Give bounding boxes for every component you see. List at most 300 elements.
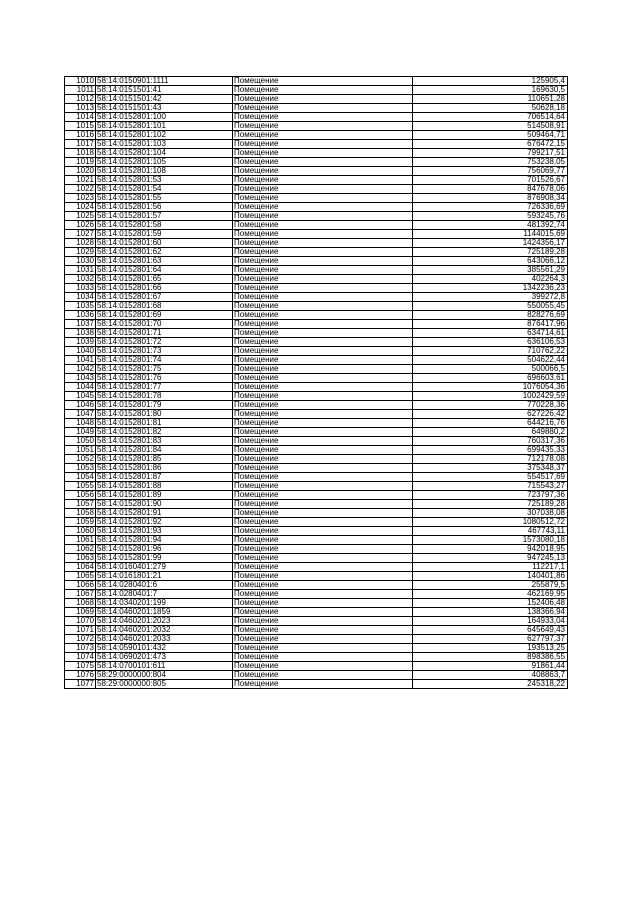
row-number-cell: 1070 <box>65 617 96 626</box>
value-cell: 399272,8 <box>413 293 568 302</box>
value-cell: 152406,48 <box>413 599 568 608</box>
cadastral-number-cell: 58:14:0152801:96 <box>96 545 233 554</box>
table-row <box>65 86 568 95</box>
value-cell: 898386,55 <box>413 653 568 662</box>
row-number-cell: 1033 <box>65 284 96 293</box>
cadastral-number-cell: 58:14:0152801:89 <box>96 491 233 500</box>
cadastral-number-cell: 58:14:0152801:100 <box>96 113 233 122</box>
table-row <box>65 95 568 104</box>
cadastral-number-cell: 58:14:0152801:67 <box>96 293 233 302</box>
cadastral-number-cell: 58:14:0152801:87 <box>96 473 233 482</box>
table-row <box>65 311 568 320</box>
object-type-cell: Помещение <box>233 419 413 428</box>
cadastral-number-cell: 58:14:0152801:86 <box>96 464 233 473</box>
object-type-cell: Помещение <box>233 266 413 275</box>
value-cell: 701526,67 <box>413 176 568 185</box>
table-row <box>65 221 568 230</box>
object-type-cell: Помещение <box>233 509 413 518</box>
cadastral-number-cell: 58:14:0152801:70 <box>96 320 233 329</box>
object-type-cell: Помещение <box>233 338 413 347</box>
cadastral-number-cell: 58:14:0460201:2023 <box>96 617 233 626</box>
row-number-cell: 1059 <box>65 518 96 527</box>
row-number-cell: 1065 <box>65 572 96 581</box>
table-row <box>65 500 568 509</box>
table-row <box>65 266 568 275</box>
value-cell: 947245,13 <box>413 554 568 563</box>
table-row <box>65 455 568 464</box>
value-cell: 847678,06 <box>413 185 568 194</box>
value-cell: 770228,36 <box>413 401 568 410</box>
object-type-cell: Помещение <box>233 311 413 320</box>
cadastral-number-cell: 58:14:0152801:53 <box>96 176 233 185</box>
cadastral-number-cell: 58:14:0152801:78 <box>96 392 233 401</box>
table-row <box>65 563 568 572</box>
object-type-cell: Помещение <box>233 176 413 185</box>
row-number-cell: 1071 <box>65 626 96 635</box>
object-type-cell: Помещение <box>233 239 413 248</box>
cadastral-number-cell: 58:14:0152801:88 <box>96 482 233 491</box>
object-type-cell: Помещение <box>233 374 413 383</box>
value-cell: 402264,3 <box>413 275 568 284</box>
cadastral-number-cell: 58:14:0152801:101 <box>96 122 233 131</box>
table-row <box>65 626 568 635</box>
row-number-cell: 1047 <box>65 410 96 419</box>
value-cell: 110651,28 <box>413 95 568 104</box>
object-type-cell: Помещение <box>233 167 413 176</box>
cadastral-number-cell: 58:14:0151501:42 <box>96 95 233 104</box>
cadastral-number-cell: 58:14:0152801:63 <box>96 257 233 266</box>
object-type-cell: Помещение <box>233 581 413 590</box>
table-row <box>65 122 568 131</box>
table-row <box>65 212 568 221</box>
row-number-cell: 1061 <box>65 536 96 545</box>
row-number-cell: 1027 <box>65 230 96 239</box>
table-row <box>65 392 568 401</box>
value-cell: 193513,25 <box>413 644 568 653</box>
object-type-cell: Помещение <box>233 347 413 356</box>
cadastral-number-cell: 58:14:0590101:432 <box>96 644 233 653</box>
row-number-cell: 1077 <box>65 680 96 689</box>
value-cell: 760317,36 <box>413 437 568 446</box>
value-cell: 1076054,36 <box>413 383 568 392</box>
value-cell: 712178,08 <box>413 455 568 464</box>
cadastral-number-cell: 58:14:0152801:71 <box>96 329 233 338</box>
row-number-cell: 1052 <box>65 455 96 464</box>
table-row <box>65 428 568 437</box>
cadastral-number-cell: 58:14:0152801:93 <box>96 527 233 536</box>
value-cell: 643066,12 <box>413 257 568 266</box>
row-number-cell: 1051 <box>65 446 96 455</box>
row-number-cell: 1042 <box>65 365 96 374</box>
cadastral-number-cell: 58:14:0460201:1859 <box>96 608 233 617</box>
table-row <box>65 284 568 293</box>
cadastral-number-cell: 58:14:0152801:79 <box>96 401 233 410</box>
value-cell: 91861,44 <box>413 662 568 671</box>
row-number-cell: 1023 <box>65 194 96 203</box>
table-row <box>65 572 568 581</box>
cadastral-number-cell: 58:14:0280401:6 <box>96 581 233 590</box>
object-type-cell: Помещение <box>233 203 413 212</box>
value-cell: 375348,37 <box>413 464 568 473</box>
table-row <box>65 536 568 545</box>
cadastral-number-cell: 58:14:0152801:82 <box>96 428 233 437</box>
cadastral-number-cell: 58:14:0460201:2033 <box>96 635 233 644</box>
table-row <box>65 176 568 185</box>
row-number-cell: 1049 <box>65 428 96 437</box>
cadastral-number-cell: 58:14:0460201:2032 <box>96 626 233 635</box>
object-type-cell: Помещение <box>233 122 413 131</box>
cadastral-number-cell: 58:14:0152801:80 <box>96 410 233 419</box>
cadastral-number-cell: 58:14:0152801:99 <box>96 554 233 563</box>
row-number-cell: 1037 <box>65 320 96 329</box>
cadastral-number-cell: 58:14:0152801:77 <box>96 383 233 392</box>
row-number-cell: 1032 <box>65 275 96 284</box>
value-cell: 876417,96 <box>413 320 568 329</box>
cadastral-number-cell: 58:14:0152801:85 <box>96 455 233 464</box>
table-row <box>65 545 568 554</box>
table-row <box>65 509 568 518</box>
value-cell: 1342236,23 <box>413 284 568 293</box>
table-row <box>65 518 568 527</box>
row-number-cell: 1068 <box>65 599 96 608</box>
table-row <box>65 662 568 671</box>
object-type-cell: Помещение <box>233 302 413 311</box>
row-number-cell: 1025 <box>65 212 96 221</box>
cadastral-number-cell: 58:14:0152801:59 <box>96 230 233 239</box>
value-cell: 1144015,69 <box>413 230 568 239</box>
object-type-cell: Помещение <box>233 428 413 437</box>
table-row <box>65 671 568 680</box>
row-number-cell: 1028 <box>65 239 96 248</box>
row-number-cell: 1050 <box>65 437 96 446</box>
object-type-cell: Помещение <box>233 482 413 491</box>
object-type-cell: Помещение <box>233 527 413 536</box>
value-cell: 726336,69 <box>413 203 568 212</box>
object-type-cell: Помещение <box>233 149 413 158</box>
value-cell: 627226,42 <box>413 410 568 419</box>
object-type-cell: Помещение <box>233 329 413 338</box>
row-number-cell: 1054 <box>65 473 96 482</box>
table-row <box>65 158 568 167</box>
object-type-cell: Помещение <box>233 113 413 122</box>
object-type-cell: Помещение <box>233 293 413 302</box>
value-cell: 725189,28 <box>413 500 568 509</box>
object-type-cell: Помещение <box>233 221 413 230</box>
table-row <box>65 617 568 626</box>
object-type-cell: Помещение <box>233 284 413 293</box>
value-cell: 942018,95 <box>413 545 568 554</box>
table-row <box>65 473 568 482</box>
table-row <box>65 365 568 374</box>
object-type-cell: Помещение <box>233 410 413 419</box>
table-row <box>65 320 568 329</box>
row-number-cell: 1012 <box>65 95 96 104</box>
cadastral-number-cell: 58:14:0152801:84 <box>96 446 233 455</box>
row-number-cell: 1055 <box>65 482 96 491</box>
value-cell: 50628,18 <box>413 104 568 113</box>
cadastral-number-cell: 58:14:0152801:73 <box>96 347 233 356</box>
row-number-cell: 1048 <box>65 419 96 428</box>
value-cell: 725189,28 <box>413 248 568 257</box>
cadastral-number-cell: 58:14:0152801:57 <box>96 212 233 221</box>
object-type-cell: Помещение <box>233 86 413 95</box>
object-type-cell: Помещение <box>233 257 413 266</box>
cadastral-number-cell: 58:14:0152801:75 <box>96 365 233 374</box>
object-type-cell: Помещение <box>233 554 413 563</box>
table-row <box>65 464 568 473</box>
table-row <box>65 491 568 500</box>
value-cell: 799217,51 <box>413 149 568 158</box>
table-row <box>65 401 568 410</box>
row-number-cell: 1021 <box>65 176 96 185</box>
value-cell: 699435,33 <box>413 446 568 455</box>
cadastral-number-cell: 58:14:0152801:76 <box>96 374 233 383</box>
row-number-cell: 1063 <box>65 554 96 563</box>
value-cell: 1080512,72 <box>413 518 568 527</box>
row-number-cell: 1072 <box>65 635 96 644</box>
object-type-cell: Помещение <box>233 95 413 104</box>
value-cell: 509464,71 <box>413 131 568 140</box>
table-row <box>65 149 568 158</box>
row-number-cell: 1010 <box>65 77 96 86</box>
value-cell: 634714,61 <box>413 329 568 338</box>
value-cell: 828276,69 <box>413 311 568 320</box>
row-number-cell: 1020 <box>65 167 96 176</box>
cadastral-number-cell: 58:14:0152801:60 <box>96 239 233 248</box>
object-type-cell: Помещение <box>233 185 413 194</box>
row-number-cell: 1064 <box>65 563 96 572</box>
cadastral-number-cell: 58:29:0000000:805 <box>96 680 233 689</box>
table-row <box>65 680 568 689</box>
value-cell: 1002429,59 <box>413 392 568 401</box>
object-type-cell: Помещение <box>233 617 413 626</box>
cadastral-number-cell: 58:14:0150901:1111 <box>96 77 233 86</box>
cadastral-number-cell: 58:14:0152801:68 <box>96 302 233 311</box>
cadastral-number-cell: 58:14:0152801:83 <box>96 437 233 446</box>
table-row <box>65 446 568 455</box>
table-row <box>65 527 568 536</box>
value-cell: 514508,91 <box>413 122 568 131</box>
object-type-cell: Помещение <box>233 365 413 374</box>
table-row <box>65 419 568 428</box>
value-cell: 696603,61 <box>413 374 568 383</box>
table-row <box>65 185 568 194</box>
object-type-cell: Помещение <box>233 392 413 401</box>
object-type-cell: Помещение <box>233 680 413 689</box>
value-cell: 636106,53 <box>413 338 568 347</box>
row-number-cell: 1043 <box>65 374 96 383</box>
cadastral-number-cell: 58:14:0151501:43 <box>96 104 233 113</box>
table-row <box>65 653 568 662</box>
cadastral-number-cell: 58:14:0152801:69 <box>96 311 233 320</box>
value-cell: 710762,22 <box>413 347 568 356</box>
object-type-cell: Помещение <box>233 626 413 635</box>
table-row <box>65 113 568 122</box>
table-row <box>65 437 568 446</box>
value-cell: 385561,29 <box>413 266 568 275</box>
object-type-cell: Помещение <box>233 662 413 671</box>
cadastral-number-cell: 58:14:0152801:66 <box>96 284 233 293</box>
cadastral-number-cell: 58:14:0152801:102 <box>96 131 233 140</box>
value-cell: 627797,37 <box>413 635 568 644</box>
table-row <box>65 410 568 419</box>
table-row <box>65 104 568 113</box>
cadastral-number-cell: 58:14:0152801:81 <box>96 419 233 428</box>
table-row <box>65 554 568 563</box>
table-row <box>65 302 568 311</box>
object-type-cell: Помещение <box>233 356 413 365</box>
cadastral-table <box>64 76 568 689</box>
object-type-cell: Помещение <box>233 437 413 446</box>
value-cell: 138366,94 <box>413 608 568 617</box>
cadastral-number-cell: 58:14:0152801:54 <box>96 185 233 194</box>
object-type-cell: Помещение <box>233 248 413 257</box>
cadastral-number-cell: 58:14:0152801:108 <box>96 167 233 176</box>
value-cell: 593245,76 <box>413 212 568 221</box>
value-cell: 112217,1 <box>413 563 568 572</box>
row-number-cell: 1060 <box>65 527 96 536</box>
object-type-cell: Помещение <box>233 320 413 329</box>
table-row <box>65 581 568 590</box>
object-type-cell: Помещение <box>233 518 413 527</box>
value-cell: 504622,44 <box>413 356 568 365</box>
value-cell: 723797,36 <box>413 491 568 500</box>
cadastral-number-cell: 58:14:0152801:91 <box>96 509 233 518</box>
object-type-cell: Помещение <box>233 158 413 167</box>
cadastral-number-cell: 58:14:0160401:279 <box>96 563 233 572</box>
cadastral-number-cell: 58:14:0700101:611 <box>96 662 233 671</box>
row-number-cell: 1031 <box>65 266 96 275</box>
table-row <box>65 356 568 365</box>
row-number-cell: 1011 <box>65 86 96 95</box>
value-cell: 676472,15 <box>413 140 568 149</box>
value-cell: 125905,4 <box>413 77 568 86</box>
row-number-cell: 1067 <box>65 590 96 599</box>
row-number-cell: 1017 <box>65 140 96 149</box>
table-row <box>65 275 568 284</box>
value-cell: 876908,34 <box>413 194 568 203</box>
object-type-cell: Помещение <box>233 383 413 392</box>
table-row <box>65 374 568 383</box>
row-number-cell: 1038 <box>65 329 96 338</box>
value-cell: 307038,08 <box>413 509 568 518</box>
table-row <box>65 590 568 599</box>
object-type-cell: Помещение <box>233 590 413 599</box>
table-body <box>65 77 568 689</box>
table-row <box>65 329 568 338</box>
object-type-cell: Помещение <box>233 77 413 86</box>
row-number-cell: 1035 <box>65 302 96 311</box>
value-cell: 1573080,18 <box>413 536 568 545</box>
row-number-cell: 1039 <box>65 338 96 347</box>
cadastral-number-cell: 58:14:0151501:41 <box>96 86 233 95</box>
table-row <box>65 338 568 347</box>
cadastral-number-cell: 58:14:0152801:103 <box>96 140 233 149</box>
row-number-cell: 1044 <box>65 383 96 392</box>
object-type-cell: Помещение <box>233 671 413 680</box>
cadastral-number-cell: 58:14:0340201:199 <box>96 599 233 608</box>
object-type-cell: Помещение <box>233 464 413 473</box>
cadastral-number-cell: 58:14:0152801:105 <box>96 158 233 167</box>
object-type-cell: Помещение <box>233 230 413 239</box>
cadastral-number-cell: 58:14:0152801:65 <box>96 275 233 284</box>
object-type-cell: Помещение <box>233 275 413 284</box>
object-type-cell: Помещение <box>233 104 413 113</box>
row-number-cell: 1076 <box>65 671 96 680</box>
table-row <box>65 644 568 653</box>
row-number-cell: 1046 <box>65 401 96 410</box>
cadastral-number-cell: 58:14:0152801:72 <box>96 338 233 347</box>
value-cell: 706514,64 <box>413 113 568 122</box>
value-cell: 169630,5 <box>413 86 568 95</box>
cadastral-number-cell: 58:14:0152801:62 <box>96 248 233 257</box>
cadastral-number-cell: 58:14:0152801:58 <box>96 221 233 230</box>
row-number-cell: 1069 <box>65 608 96 617</box>
row-number-cell: 1019 <box>65 158 96 167</box>
row-number-cell: 1058 <box>65 509 96 518</box>
cadastral-number-cell: 58:14:0152801:104 <box>96 149 233 158</box>
table-row <box>65 608 568 617</box>
table-row <box>65 230 568 239</box>
value-cell: 550055,45 <box>413 302 568 311</box>
object-type-cell: Помещение <box>233 500 413 509</box>
row-number-cell: 1056 <box>65 491 96 500</box>
row-number-cell: 1030 <box>65 257 96 266</box>
row-number-cell: 1041 <box>65 356 96 365</box>
row-number-cell: 1014 <box>65 113 96 122</box>
object-type-cell: Помещение <box>233 491 413 500</box>
cadastral-number-cell: 58:14:0690201:473 <box>96 653 233 662</box>
row-number-cell: 1057 <box>65 500 96 509</box>
cadastral-number-cell: 58:14:0280401:7 <box>96 590 233 599</box>
row-number-cell: 1018 <box>65 149 96 158</box>
value-cell: 500066,5 <box>413 365 568 374</box>
value-cell: 481392,74 <box>413 221 568 230</box>
row-number-cell: 1062 <box>65 545 96 554</box>
row-number-cell: 1053 <box>65 464 96 473</box>
cadastral-number-cell: 58:14:0152801:90 <box>96 500 233 509</box>
value-cell: 164933,04 <box>413 617 568 626</box>
value-cell: 649880,2 <box>413 428 568 437</box>
value-cell: 1424356,17 <box>413 239 568 248</box>
object-type-cell: Помещение <box>233 455 413 464</box>
object-type-cell: Помещение <box>233 212 413 221</box>
object-type-cell: Помещение <box>233 653 413 662</box>
row-number-cell: 1015 <box>65 122 96 131</box>
table-row <box>65 77 568 86</box>
row-number-cell: 1022 <box>65 185 96 194</box>
cadastral-number-cell: 58:14:0152801:56 <box>96 203 233 212</box>
cadastral-number-cell: 58:14:0152801:94 <box>96 536 233 545</box>
object-type-cell: Помещение <box>233 536 413 545</box>
object-type-cell: Помещение <box>233 644 413 653</box>
row-number-cell: 1016 <box>65 131 96 140</box>
object-type-cell: Помещение <box>233 572 413 581</box>
value-cell: 462169,95 <box>413 590 568 599</box>
value-cell: 554517,69 <box>413 473 568 482</box>
row-number-cell: 1029 <box>65 248 96 257</box>
row-number-cell: 1036 <box>65 311 96 320</box>
value-cell: 644216,76 <box>413 419 568 428</box>
table-row <box>65 257 568 266</box>
table-row <box>65 383 568 392</box>
row-number-cell: 1074 <box>65 653 96 662</box>
object-type-cell: Помещение <box>233 599 413 608</box>
row-number-cell: 1066 <box>65 581 96 590</box>
row-number-cell: 1024 <box>65 203 96 212</box>
table-row <box>65 140 568 149</box>
table-row <box>65 167 568 176</box>
